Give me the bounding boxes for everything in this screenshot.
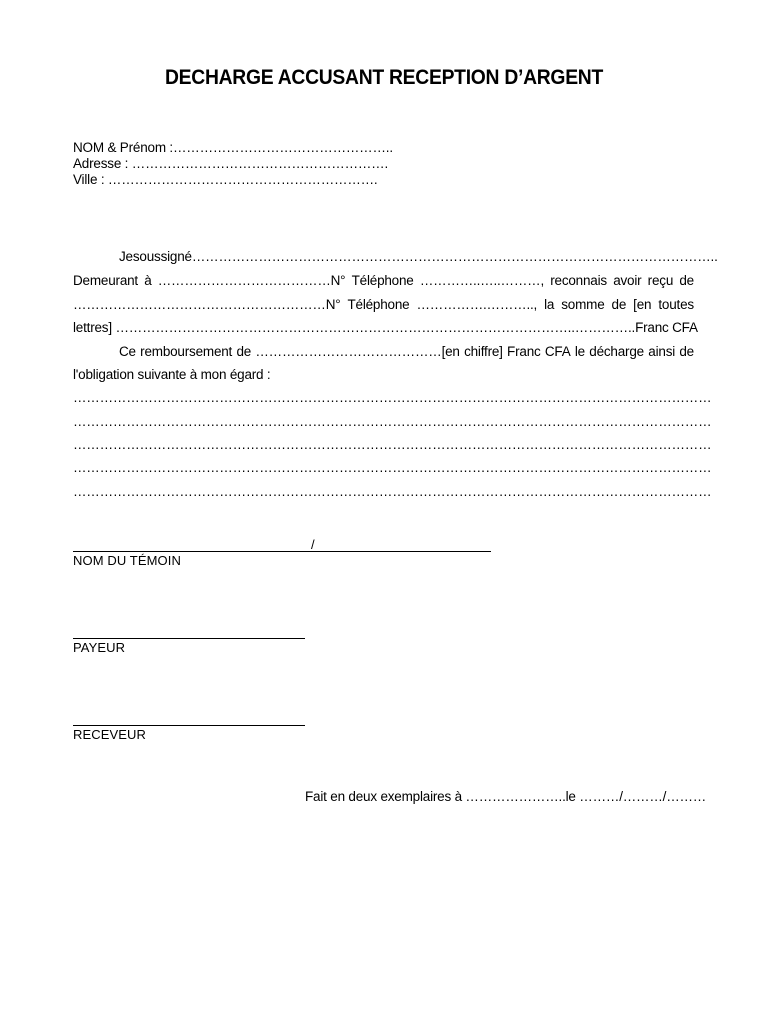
word: Franc	[507, 344, 541, 359]
word: …………………………………N°	[157, 273, 346, 288]
word: de	[679, 344, 694, 359]
word: de	[679, 273, 694, 288]
payer-signature-line	[73, 638, 305, 639]
city-field: Ville : …………………………………………………….	[73, 172, 378, 187]
body-line-6: l'obligation suivante à mon égard :	[73, 367, 271, 382]
word: [en	[633, 297, 652, 312]
word: Téléphone	[347, 297, 410, 312]
dotted-line: ………………………………………………………………………………………………………………………………	[73, 437, 712, 452]
body-line-1	[119, 249, 718, 264]
witness-signature-line	[73, 551, 491, 552]
body-line-4: lettres] …………………………………………………………………………………………..…………..Franc CFA	[73, 320, 698, 335]
witness-label: NOM DU TÉMOIN	[73, 553, 181, 568]
name-field: NOM & Prénom :…………………………………………..	[73, 140, 393, 155]
footer-place-date: Fait en deux exemplaires à …………………..le ………/………/………	[305, 789, 707, 804]
word: ainsi	[648, 344, 676, 359]
body-line-5	[119, 344, 694, 359]
word: chiffre]	[464, 344, 503, 359]
word: décharge	[589, 344, 644, 359]
word: remboursement	[140, 344, 233, 359]
word: toutes	[658, 297, 694, 312]
word: Téléphone	[351, 273, 414, 288]
word: Je	[119, 249, 133, 264]
receiver-label: RECEVEUR	[73, 727, 147, 742]
word: …………..…..………,	[419, 273, 544, 288]
body-line-2	[73, 273, 694, 288]
address-field: Adresse : ………………………………………………….	[73, 156, 389, 171]
word: Ce	[119, 344, 136, 359]
word: de	[236, 344, 252, 359]
word: ………………………………………………………………………………………………………..	[191, 249, 718, 264]
word: CFA	[544, 344, 571, 359]
dotted-line: ………………………………………………………………………………………………………………………………	[73, 414, 712, 429]
word: Demeurant	[73, 273, 138, 288]
dotted-line: ………………………………………………………………………………………………………………………………	[73, 460, 712, 475]
word: à	[144, 273, 152, 288]
word: …………….………..,	[416, 297, 538, 312]
word: soussigné	[132, 249, 192, 264]
word: reçu	[647, 273, 674, 288]
word: …………………………………………………N°	[73, 297, 341, 312]
word: reconnais	[550, 273, 607, 288]
word: de	[611, 297, 627, 312]
word: le	[574, 344, 585, 359]
word: ……………………………………[en	[255, 344, 460, 359]
receiver-signature-line	[73, 725, 305, 726]
word: somme	[561, 297, 605, 312]
dotted-line: ………………………………………………………………………………………………………………………………	[73, 484, 712, 499]
witness-slash: /	[311, 537, 315, 552]
dotted-line: ………………………………………………………………………………………………………………………………	[73, 390, 712, 405]
document-title: DECHARGE ACCUSANT RECEPTION D’ARGENT	[164, 66, 604, 89]
word: avoir	[613, 273, 642, 288]
payer-label: PAYEUR	[73, 640, 126, 655]
word: la	[544, 297, 555, 312]
body-line-3	[73, 297, 694, 312]
